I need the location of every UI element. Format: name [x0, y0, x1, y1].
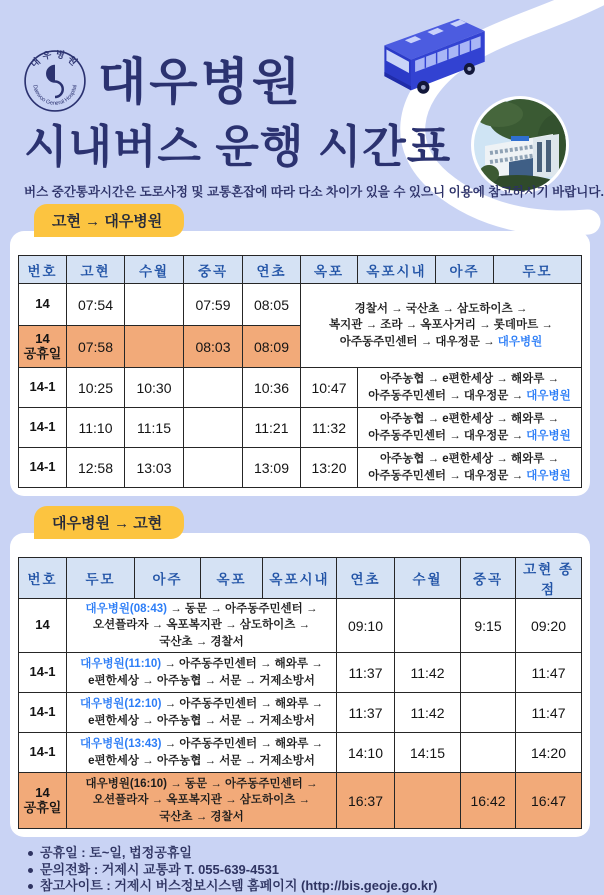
- route-line: 아주동주민센터 → 대우정문 →: [368, 389, 527, 402]
- time-cell: [395, 773, 461, 829]
- time-cell: 11:42: [395, 653, 461, 693]
- col-header: 두모: [67, 558, 135, 599]
- col-header: 수월: [395, 558, 461, 599]
- section-gohyeon-to-daewoo: [10, 204, 590, 496]
- route-line: → 아주동주민센터 → 해와루 →: [161, 658, 323, 671]
- route-line: 오션플라자 → 옥포복지관 → 삼도하이츠 →: [92, 794, 311, 807]
- route-destination: 대우병원: [526, 429, 571, 442]
- notice-text: 버스 중간통과시간은 도로사정 및 교통혼잡에 따라 다소 차이가 있을 수 있으니 이용에 참고하시기 바랍니다.: [24, 185, 604, 199]
- section2-tag: 대우병원 → 고현: [34, 506, 184, 539]
- time-cell: 10:25: [67, 368, 125, 408]
- route-departure: 대우병원(08:43): [85, 603, 168, 616]
- time-cell: [184, 368, 243, 408]
- holiday-label: 공휴일: [23, 345, 62, 361]
- route-line: 복지관 → 조라 → 옥포사거리 → 롯데마트 →: [329, 319, 553, 332]
- route-cell: [67, 599, 337, 653]
- table1-header-row: [19, 256, 582, 284]
- time-cell: 11:15: [125, 408, 184, 448]
- col-header: 번호: [19, 256, 67, 284]
- bus-icon: [368, 8, 496, 96]
- col-header: 연초: [243, 256, 301, 284]
- col-header: 중곡: [461, 558, 516, 599]
- bus-number: 14-1: [19, 448, 67, 488]
- bus-number: 14: [35, 330, 50, 346]
- time-cell: 13:20: [301, 448, 358, 488]
- footer-note-website: [28, 878, 600, 895]
- section2-card: [10, 533, 590, 837]
- page-title-line1: 대우병원: [98, 54, 304, 110]
- table-row: [19, 653, 582, 693]
- bus-number: 14: [19, 599, 67, 653]
- bus-number: 14: [19, 284, 67, 326]
- time-cell: 11:42: [395, 693, 461, 733]
- table-row: [19, 408, 582, 448]
- time-cell: 07:59: [184, 284, 243, 326]
- time-cell: [461, 733, 516, 773]
- footer-note-holiday: [28, 845, 600, 862]
- route-line: → 아주동주민센터 → 해와루 →: [161, 738, 324, 751]
- route-line: 아주동주민센터 → 대우정문 →: [339, 335, 498, 348]
- route-destination: 대우병원: [526, 389, 571, 402]
- route-line: 아주농협 → e편한세상 → 해와루 →: [379, 413, 560, 426]
- bus-number: 14-1: [19, 733, 67, 773]
- time-cell: 12:58: [67, 448, 125, 488]
- route-line: 아주동주민센터 → 대우정문 →: [368, 469, 527, 482]
- time-cell: [184, 408, 243, 448]
- bullet-icon: [28, 868, 33, 873]
- col-header: 번호: [19, 558, 67, 599]
- timetable-gohyeon-to-daewoo: [18, 255, 582, 488]
- bus-number: 14-1: [19, 653, 67, 693]
- col-header: 옥포: [201, 558, 263, 599]
- route-cell: [301, 284, 582, 368]
- footer-note-text: 공휴일 : 토~일, 법정공휴일: [40, 845, 192, 860]
- holiday-label: 공휴일: [23, 799, 62, 815]
- time-cell: 10:30: [125, 368, 184, 408]
- time-cell: 08:03: [184, 326, 243, 368]
- timetable-daewoo-to-gohyeon: [18, 557, 582, 829]
- col-header: 옥포: [301, 256, 358, 284]
- col-header: 옥포시내: [358, 256, 436, 284]
- route-cell: [67, 773, 337, 829]
- time-cell: 14:15: [395, 733, 461, 773]
- time-cell: [184, 448, 243, 488]
- time-cell: [461, 653, 516, 693]
- route-cell: [67, 733, 337, 773]
- time-cell: [461, 693, 516, 733]
- col-header: 옥포시내: [263, 558, 337, 599]
- time-cell: 11:10: [67, 408, 125, 448]
- time-cell: [395, 599, 461, 653]
- time-cell: [125, 284, 184, 326]
- time-cell: 11:47: [516, 693, 582, 733]
- bus-number-holiday: [19, 773, 67, 829]
- route-line: 아주동주민센터 → 대우정문 →: [368, 429, 527, 442]
- route-line: → 동문 → 아주동주민센터 →: [167, 603, 318, 616]
- route-line: 오션플라자 → 옥포복지관 → 삼도하이츠 →: [92, 619, 311, 632]
- time-cell: [125, 326, 184, 368]
- time-cell: 9:15: [461, 599, 516, 653]
- table-row: [19, 733, 582, 773]
- route-line: e편한세상 → 아주농협 → 서문 → 거제소방서: [88, 674, 315, 687]
- time-cell: 11:37: [337, 693, 395, 733]
- route-line: → 아주동주민센터 → 해와루 →: [161, 698, 324, 711]
- time-cell: 11:37: [337, 653, 395, 693]
- section1-tag: 고현 → 대우병원: [34, 204, 184, 237]
- time-cell: 11:21: [243, 408, 301, 448]
- time-cell: 11:47: [516, 653, 582, 693]
- route-cell: [67, 653, 337, 693]
- time-cell: 09:10: [337, 599, 395, 653]
- time-cell: 13:09: [243, 448, 301, 488]
- time-cell: 08:05: [243, 284, 301, 326]
- col-header: 고현: [67, 256, 125, 284]
- time-cell: 16:37: [337, 773, 395, 829]
- time-cell: 08:09: [243, 326, 301, 368]
- bullet-icon: [28, 851, 33, 856]
- table-row: [19, 448, 582, 488]
- time-cell: 09:20: [516, 599, 582, 653]
- footer-note-phone: [28, 862, 600, 879]
- route-line: 아주농협 → e편한세상 → 해와루 →: [379, 453, 560, 466]
- route-line: 경찰서 → 국산초 → 삼도하이츠 →: [354, 303, 528, 316]
- time-cell: 07:54: [67, 284, 125, 326]
- col-header: 수월: [125, 256, 184, 284]
- table-row: [19, 693, 582, 733]
- time-cell: 16:42: [461, 773, 516, 829]
- time-cell: 10:47: [301, 368, 358, 408]
- route-line: 국산초 → 경찰서: [159, 810, 244, 823]
- table2-header-row: [19, 558, 582, 599]
- logo-arc-top-text: 대우병원: [28, 48, 82, 70]
- route-departure: 대우병원(16:10): [85, 778, 168, 791]
- bus-number: 14-1: [19, 693, 67, 733]
- hospital-photo: [469, 94, 571, 196]
- table-row: [19, 284, 582, 326]
- route-line: → 동문 → 아주동주민센터 →: [167, 778, 318, 791]
- bus-number: 14-1: [19, 368, 67, 408]
- time-cell: 14:10: [337, 733, 395, 773]
- route-line: 아주농협 → e편한세상 → 해와루 →: [379, 373, 560, 386]
- bullet-icon: [28, 884, 33, 889]
- bus-number: 14-1: [19, 408, 67, 448]
- route-cell: [358, 368, 582, 408]
- col-header: 고현 종점: [516, 558, 582, 599]
- route-destination: 대우병원: [526, 469, 571, 482]
- route-departure: 대우병원(13:43): [79, 738, 162, 751]
- route-departure: 대우병원(12:10): [79, 698, 162, 711]
- time-cell: 14:20: [516, 733, 582, 773]
- route-destination: 대우병원: [497, 335, 543, 348]
- logo-arc-bottom-text: Daewoo General Hospital: [31, 84, 79, 107]
- svg-text:Daewoo General Hospital: [31, 84, 78, 106]
- time-cell: 11:32: [301, 408, 358, 448]
- section1-card: [10, 231, 590, 496]
- table-row-holiday: [19, 773, 582, 829]
- table-row: [19, 599, 582, 653]
- route-line: 국산초 → 경찰서: [159, 635, 244, 648]
- table-row: [19, 368, 582, 408]
- time-cell: 16:47: [516, 773, 582, 829]
- page-title-line2: 시내버스 운행 시간표: [24, 121, 452, 172]
- footer-note-text: 참고사이트 : 거제시 버스정보시스템 홈페이지 (http://bis.geoje.go.kr): [40, 878, 438, 893]
- section-daewoo-to-gohyeon: [10, 506, 590, 837]
- bus-number-holiday: [19, 326, 67, 368]
- time-cell: 10:36: [243, 368, 301, 408]
- col-header: 중곡: [184, 256, 243, 284]
- col-header: 아주: [135, 558, 201, 599]
- header: [0, 0, 604, 204]
- col-header: 두모: [494, 256, 582, 284]
- col-header: 아주: [436, 256, 494, 284]
- route-cell: [358, 408, 582, 448]
- col-header: 연초: [337, 558, 395, 599]
- hospital-logo: [22, 48, 88, 114]
- route-line: e편한세상 → 아주농협 → 서문 → 거제소방서: [88, 754, 315, 767]
- route-departure: 대우병원(11:10): [80, 658, 162, 671]
- route-cell: [358, 448, 582, 488]
- route-cell: [67, 693, 337, 733]
- bus-number: 14: [35, 784, 50, 800]
- footer-notes: [28, 845, 600, 895]
- time-cell: 13:03: [125, 448, 184, 488]
- time-cell: 07:58: [67, 326, 125, 368]
- footer-note-text: 문의전화 : 거제시 교통과 T. 055-639-4531: [40, 861, 280, 877]
- route-line: e편한세상 → 아주농협 → 서문 → 거제소방서: [88, 714, 315, 727]
